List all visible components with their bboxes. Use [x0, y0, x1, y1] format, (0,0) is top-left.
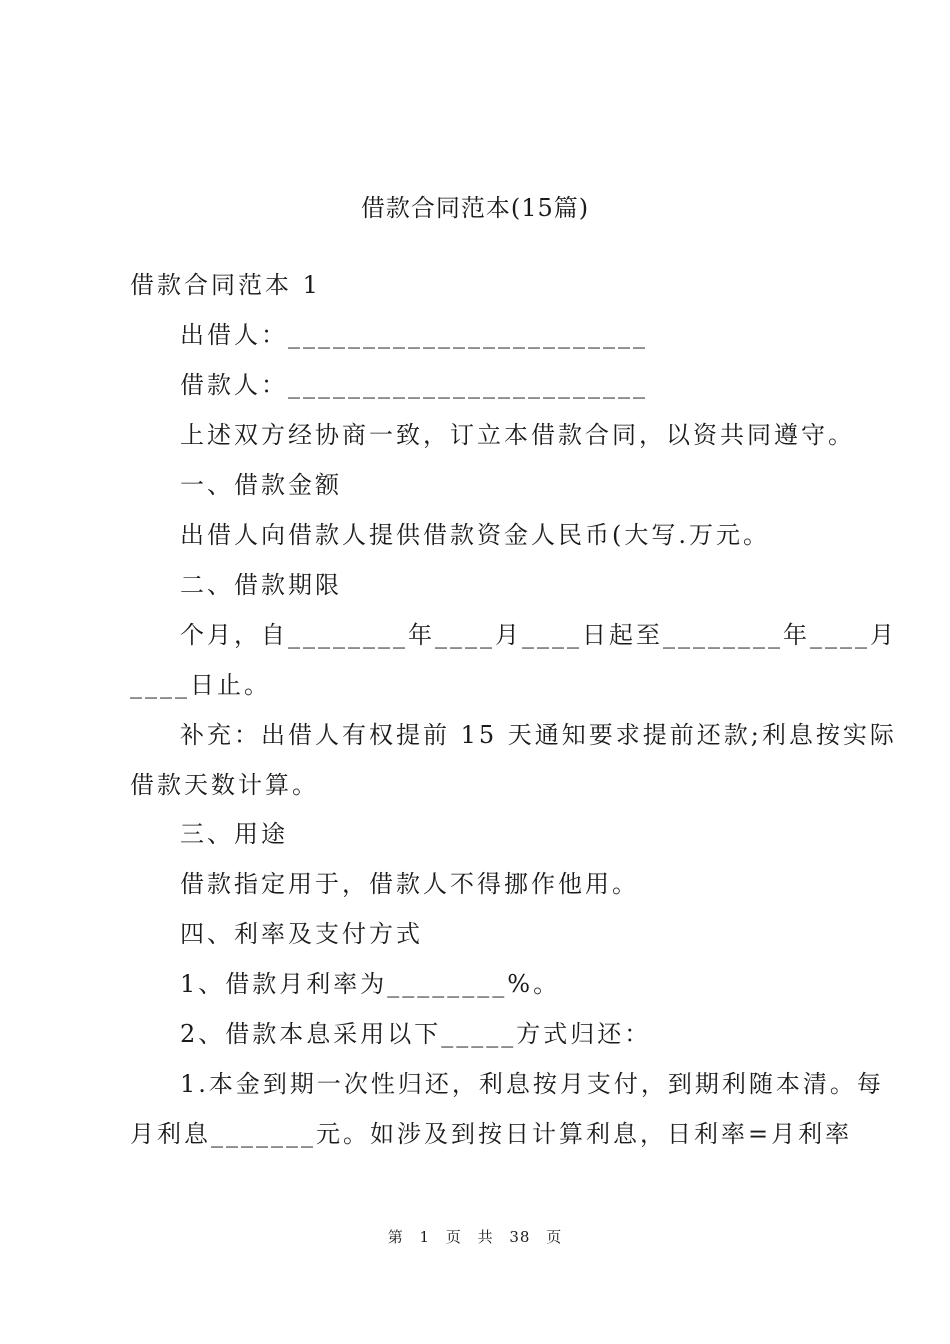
paragraph: 1.本金到期一次性归还，利息按月支付，到期利随本清。每	[180, 1070, 884, 1098]
paragraph: 个月，自________年____月____日起至________年____月	[180, 621, 897, 649]
clause-heading: 一、借款金额	[180, 471, 342, 499]
paragraph: 2、借款本息采用以下_____方式归还：	[180, 1020, 652, 1048]
page-number-footer: 第 1 页 共 38 页	[387, 1228, 563, 1246]
paragraph-continuation: 月利息_______元。如涉及到按日计算利息，日利率=月利率	[130, 1120, 853, 1148]
clause-heading: 三、用途	[180, 820, 288, 848]
paragraph: 补充：出借人有权提前 15 天通知要求提前还款;利息按实际	[180, 721, 897, 749]
lender-field: 出借人：________________________	[180, 321, 648, 349]
paragraph: 借款指定用于，借款人不得挪作他用。	[180, 870, 639, 898]
clause-heading: 四、利率及支付方式	[180, 920, 423, 948]
paragraph: 出借人向借款人提供借款资金人民币(大写.万元。	[180, 521, 770, 549]
page-title: 借款合同范本(15篇)	[360, 194, 590, 222]
paragraph: 上述双方经协商一致，订立本借款合同，以资共同遵守。	[180, 421, 855, 449]
section-heading: 借款合同范本 1	[130, 271, 321, 299]
borrower-field: 借款人：________________________	[180, 371, 648, 399]
paragraph: 1、借款月利率为________%。	[180, 970, 561, 998]
paragraph-continuation: ____日止。	[130, 671, 271, 699]
clause-heading: 二、借款期限	[180, 571, 342, 599]
paragraph-continuation: 借款天数计算。	[130, 771, 319, 799]
